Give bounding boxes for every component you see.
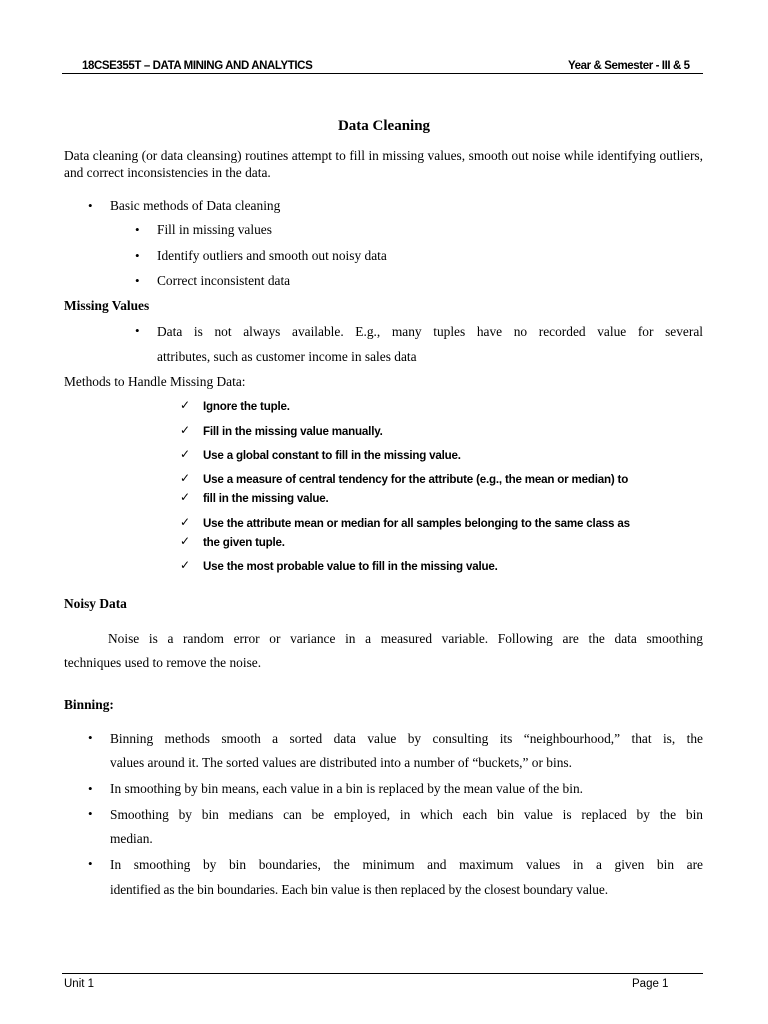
missing-values-line1: Data is not always available. E.g., many tuples have no recorded value for several [157, 324, 703, 339]
check-icon: ✓ [180, 447, 191, 461]
check-icon: ✓ [180, 534, 191, 548]
method-item: Ignore the tuple. [203, 400, 290, 413]
binning-b4-line1: In smoothing by bin boundaries, the minimum and maximum values in a given bin are [110, 857, 703, 872]
check-icon: ✓ [180, 558, 191, 572]
binning-b1-line2: values around it. The sorted values are distributed into a number of “buckets,” or bins. [110, 755, 572, 770]
bullet-icon: • [88, 730, 93, 745]
bullet-icon: • [88, 198, 93, 213]
binning-b3-line2: median. [110, 831, 153, 846]
noisy-data-line1: Noise is a random error or variance in a measured variable. Following are the data smoothing [108, 631, 703, 646]
bullet-icon: • [135, 273, 140, 288]
methods-label: Methods to Handle Missing Data: [64, 374, 246, 389]
method-item: Use a measure of central tendency for the attribute (e.g., the mean or median) to [203, 473, 629, 486]
check-icon: ✓ [180, 515, 191, 529]
check-icon: ✓ [180, 490, 191, 504]
method-item: Use the most probable value to fill in the missing value. [203, 560, 498, 573]
basic-methods-label: Basic methods of Data cleaning [110, 198, 281, 213]
list-item: Correct inconsistent data [157, 273, 291, 288]
binning-b4-line2: identified as the bin boundaries. Each bin value is then replaced by the closest boundary value. [110, 882, 608, 897]
method-item: the given tuple. [203, 536, 285, 549]
list-item: Fill in missing values [157, 222, 272, 237]
bullet-icon: • [88, 856, 93, 871]
check-icon: ✓ [180, 398, 191, 412]
page-title: Data Cleaning [337, 118, 431, 134]
list-item: Identify outliers and smooth out noisy data [157, 248, 387, 263]
header-rule [62, 73, 703, 74]
header-semester: Year & Semester - III & 5 [568, 60, 690, 72]
binning-b2: In smoothing by bin means, each value in a bin is replaced by the mean value of the bin. [110, 781, 584, 796]
header-course: 18CSE355T – DATA MINING AND ANALYTICS [82, 60, 313, 72]
intro-paragraph: Data cleaning (or data cleansing) routines attempt to fill in missing values, smooth out noise while identifying outliers, and correct inconsistencies in the data. [64, 148, 703, 180]
bullet-icon: • [135, 323, 140, 338]
check-icon: ✓ [180, 471, 191, 485]
bullet-icon: • [135, 248, 140, 263]
binning-b1-line1: Binning methods smooth a sorted data value by consulting its “neighbourhood,” that is, the [110, 731, 703, 746]
footer-page-number: Page 1 [632, 978, 669, 990]
check-icon: ✓ [180, 423, 191, 437]
footer-unit: Unit 1 [64, 978, 95, 990]
method-item: Fill in the missing value manually. [203, 425, 383, 438]
bullet-icon: • [135, 222, 140, 237]
section-heading-noisy-data: Noisy Data [64, 596, 127, 611]
binning-b3-line1: Smoothing by bin medians can be employed, in which each bin value is replaced by the bin [110, 807, 703, 822]
method-item: Use a global constant to fill in the missing value. [203, 449, 461, 462]
section-heading-missing-values: Missing Values [64, 298, 150, 313]
method-item: Use the attribute mean or median for all samples belonging to the same class as [203, 517, 630, 530]
missing-values-line2: attributes, such as customer income in sales data [157, 349, 417, 364]
method-item: fill in the missing value. [203, 492, 329, 505]
bullet-icon: • [88, 781, 93, 796]
bullet-icon: • [88, 806, 93, 821]
footer-rule [62, 973, 703, 974]
section-heading-binning: Binning: [64, 697, 114, 712]
noisy-data-line2: techniques used to remove the noise. [64, 655, 262, 670]
